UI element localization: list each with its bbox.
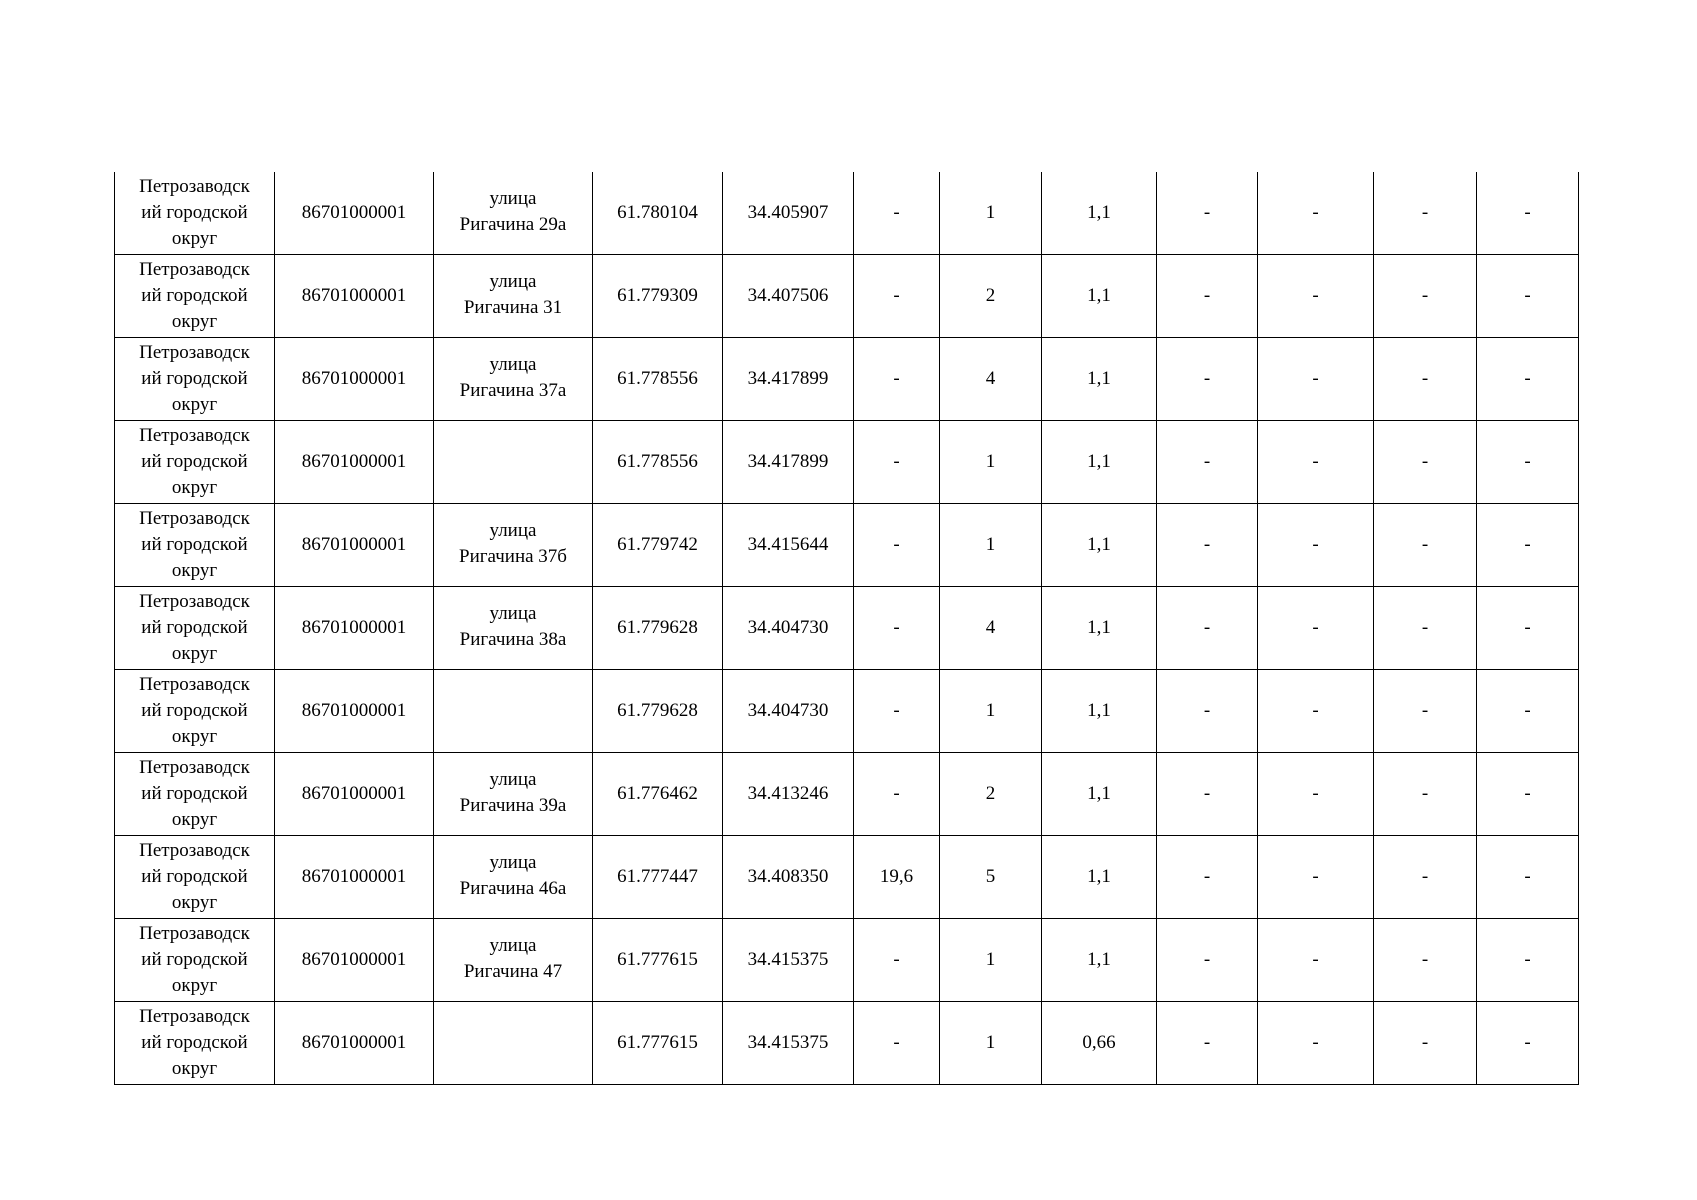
column-10-cell <box>1258 172 1374 255</box>
longitude-cell <box>723 421 854 504</box>
column-10-cell <box>1258 504 1374 587</box>
address-cell <box>434 504 593 587</box>
volume-text: 1,1 <box>1087 783 1111 804</box>
oktmo-cell <box>275 255 434 338</box>
column-12-cell <box>1477 836 1579 919</box>
lon-text: 34.408350 <box>747 866 829 887</box>
table-body <box>115 172 1579 1085</box>
container-count-cell <box>940 421 1042 504</box>
address-cell <box>434 919 593 1002</box>
municipality-text: Петрозаводск ий городской округ <box>139 840 250 913</box>
municipality-cell <box>115 255 275 338</box>
area-text: - <box>893 202 900 223</box>
latitude-cell <box>593 504 723 587</box>
longitude-cell <box>723 753 854 836</box>
volume-text: 1,1 <box>1087 368 1111 389</box>
count-text: 1 <box>985 202 996 223</box>
lon-text: 34.417899 <box>747 451 829 472</box>
area-cell <box>854 338 940 421</box>
address-cell <box>434 670 593 753</box>
longitude-cell <box>723 504 854 587</box>
municipality-text: Петрозаводск ий городской округ <box>139 508 250 581</box>
lat-text: 61.778556 <box>617 451 698 472</box>
municipality-cell <box>115 338 275 421</box>
area-cell <box>854 836 940 919</box>
address-cell <box>434 421 593 504</box>
count-text: 2 <box>985 285 996 306</box>
address-text: улица Ригачина 39а <box>459 769 567 816</box>
latitude-cell <box>593 670 723 753</box>
container-volume-cell <box>1042 919 1157 1002</box>
latitude-cell <box>593 338 723 421</box>
table-row <box>115 587 1579 670</box>
c9-text: - <box>1203 617 1211 638</box>
area-cell <box>854 172 940 255</box>
latitude-cell <box>593 172 723 255</box>
oktmo-cell <box>275 504 434 587</box>
column-9-cell <box>1157 836 1258 919</box>
volume-text: 1,1 <box>1087 451 1111 472</box>
volume-text: 1,1 <box>1087 534 1111 555</box>
area-text: - <box>893 1032 900 1053</box>
c12-text: - <box>1524 617 1531 638</box>
c12-text: - <box>1524 451 1531 472</box>
c9-text: - <box>1203 368 1211 389</box>
c10-text: - <box>1312 451 1319 472</box>
c12-text: - <box>1524 534 1531 555</box>
municipality-cell <box>115 670 275 753</box>
container-count-cell <box>940 670 1042 753</box>
column-12-cell <box>1477 587 1579 670</box>
oktmo-text: 86701000001 <box>301 368 407 389</box>
column-11-cell <box>1374 753 1477 836</box>
container-count-cell <box>940 1002 1042 1085</box>
column-11-cell <box>1374 421 1477 504</box>
container-count-cell <box>940 338 1042 421</box>
container-count-cell <box>940 836 1042 919</box>
column-11-cell <box>1374 919 1477 1002</box>
c9-text: - <box>1203 866 1211 887</box>
column-10-cell <box>1258 255 1374 338</box>
oktmo-cell <box>275 1002 434 1085</box>
area-text: - <box>893 700 900 721</box>
c11-text: - <box>1421 202 1429 223</box>
longitude-cell <box>723 338 854 421</box>
container-count-cell <box>940 919 1042 1002</box>
column-12-cell <box>1477 421 1579 504</box>
volume-text: 0,66 <box>1082 1032 1116 1053</box>
column-12-cell <box>1477 338 1579 421</box>
oktmo-text: 86701000001 <box>301 534 407 555</box>
c12-text: - <box>1524 783 1531 804</box>
lat-text: 61.777615 <box>617 949 698 970</box>
c11-text: - <box>1421 949 1429 970</box>
container-count-cell <box>940 172 1042 255</box>
oktmo-cell <box>275 338 434 421</box>
lat-text: 61.777615 <box>617 1032 698 1053</box>
container-volume-cell <box>1042 587 1157 670</box>
lon-text: 34.404730 <box>747 700 829 721</box>
address-cell <box>434 172 593 255</box>
c12-text: - <box>1524 866 1531 887</box>
c9-text: - <box>1203 534 1211 555</box>
c12-text: - <box>1524 949 1531 970</box>
container-volume-cell <box>1042 1002 1157 1085</box>
area-text: - <box>893 451 900 472</box>
lon-text: 34.415375 <box>747 949 829 970</box>
address-text: улица Ригачина 29а <box>459 188 567 235</box>
address-text: улица Ригачина 47 <box>463 935 563 982</box>
address-text: улица Ригачина 31 <box>463 271 563 318</box>
count-text: 5 <box>985 866 996 887</box>
c12-text: - <box>1524 368 1531 389</box>
area-text: - <box>893 368 900 389</box>
address-cell <box>434 753 593 836</box>
lon-text: 34.417899 <box>747 368 829 389</box>
municipality-text: Петрозаводск ий городской округ <box>139 1006 250 1079</box>
area-text: - <box>893 783 900 804</box>
lat-text: 61.779628 <box>617 700 698 721</box>
table-row <box>115 919 1579 1002</box>
lat-text: 61.777447 <box>617 866 698 887</box>
municipality-cell <box>115 1002 275 1085</box>
address-cell <box>434 1002 593 1085</box>
table-row <box>115 753 1579 836</box>
oktmo-cell <box>275 919 434 1002</box>
column-9-cell <box>1157 255 1258 338</box>
municipality-text: Петрозаводск ий городской округ <box>139 176 250 249</box>
volume-text: 1,1 <box>1087 700 1111 721</box>
lat-text: 61.779309 <box>617 285 698 306</box>
column-11-cell <box>1374 338 1477 421</box>
area-cell <box>854 255 940 338</box>
count-text: 4 <box>985 617 996 638</box>
volume-text: 1,1 <box>1087 866 1111 887</box>
column-10-cell <box>1258 670 1374 753</box>
count-text: 1 <box>985 1032 996 1053</box>
area-cell <box>854 919 940 1002</box>
municipality-cell <box>115 919 275 1002</box>
column-12-cell <box>1477 504 1579 587</box>
municipality-cell <box>115 587 275 670</box>
volume-text: 1,1 <box>1087 285 1111 306</box>
column-11-cell <box>1374 255 1477 338</box>
container-count-cell <box>940 587 1042 670</box>
c11-text: - <box>1421 368 1429 389</box>
oktmo-text: 86701000001 <box>301 1032 407 1053</box>
lon-text: 34.415375 <box>747 1032 829 1053</box>
volume-text: 1,1 <box>1087 202 1111 223</box>
municipality-text: Петрозаводск ий городской округ <box>139 259 250 332</box>
container-volume-cell <box>1042 504 1157 587</box>
address-text: улица Ригачина 46а <box>459 852 567 899</box>
longitude-cell <box>723 670 854 753</box>
area-cell <box>854 753 940 836</box>
container-volume-cell <box>1042 255 1157 338</box>
column-10-cell <box>1258 587 1374 670</box>
column-10-cell <box>1258 421 1374 504</box>
longitude-cell <box>723 1002 854 1085</box>
column-12-cell <box>1477 670 1579 753</box>
oktmo-cell <box>275 670 434 753</box>
count-text: 1 <box>985 451 996 472</box>
area-text: - <box>893 285 900 306</box>
count-text: 1 <box>985 949 996 970</box>
municipality-text: Петрозаводск ий городской округ <box>139 342 250 415</box>
address-text: улица Ригачина 37а <box>459 354 567 401</box>
column-11-cell <box>1374 587 1477 670</box>
longitude-cell <box>723 587 854 670</box>
column-11-cell <box>1374 1002 1477 1085</box>
latitude-cell <box>593 919 723 1002</box>
lat-text: 61.776462 <box>617 783 698 804</box>
count-text: 1 <box>985 534 996 555</box>
c10-text: - <box>1312 949 1319 970</box>
column-9-cell <box>1157 1002 1258 1085</box>
table-row <box>115 670 1579 753</box>
container-count-cell <box>940 753 1042 836</box>
table-row <box>115 1002 1579 1085</box>
oktmo-text: 86701000001 <box>301 783 407 804</box>
lat-text: 61.780104 <box>617 202 698 223</box>
column-9-cell <box>1157 338 1258 421</box>
c9-text: - <box>1203 202 1211 223</box>
column-9-cell <box>1157 504 1258 587</box>
column-11-cell <box>1374 670 1477 753</box>
address-cell <box>434 587 593 670</box>
c11-text: - <box>1421 617 1429 638</box>
c11-text: - <box>1421 866 1429 887</box>
latitude-cell <box>593 1002 723 1085</box>
c9-text: - <box>1203 700 1211 721</box>
area-cell <box>854 1002 940 1085</box>
oktmo-text: 86701000001 <box>301 700 407 721</box>
municipality-text: Петрозаводск ий городской округ <box>139 923 250 996</box>
municipality-text: Петрозаводск ий городской округ <box>139 591 250 664</box>
latitude-cell <box>593 836 723 919</box>
longitude-cell <box>723 255 854 338</box>
oktmo-cell <box>275 421 434 504</box>
latitude-cell <box>593 587 723 670</box>
lat-text: 61.778556 <box>617 368 698 389</box>
c9-text: - <box>1203 1032 1211 1053</box>
oktmo-cell <box>275 836 434 919</box>
address-cell <box>434 255 593 338</box>
volume-text: 1,1 <box>1087 949 1111 970</box>
oktmo-text: 86701000001 <box>301 285 407 306</box>
area-cell <box>854 587 940 670</box>
column-12-cell <box>1477 172 1579 255</box>
address-text: улица Ригачина 37б <box>459 520 567 567</box>
volume-text: 1,1 <box>1087 617 1111 638</box>
latitude-cell <box>593 255 723 338</box>
oktmo-text: 86701000001 <box>301 617 407 638</box>
column-10-cell <box>1258 753 1374 836</box>
longitude-cell <box>723 919 854 1002</box>
longitude-cell <box>723 172 854 255</box>
column-12-cell <box>1477 255 1579 338</box>
column-10-cell <box>1258 919 1374 1002</box>
column-9-cell <box>1157 670 1258 753</box>
c10-text: - <box>1312 368 1319 389</box>
lon-text: 34.405907 <box>747 202 829 223</box>
table-row <box>115 338 1579 421</box>
c10-text: - <box>1312 700 1319 721</box>
column-9-cell <box>1157 172 1258 255</box>
address-cell <box>434 338 593 421</box>
column-11-cell <box>1374 836 1477 919</box>
municipality-cell <box>115 753 275 836</box>
column-12-cell <box>1477 1002 1579 1085</box>
container-volume-cell <box>1042 172 1157 255</box>
c12-text: - <box>1524 700 1531 721</box>
column-12-cell <box>1477 753 1579 836</box>
lat-text: 61.779628 <box>617 617 698 638</box>
oktmo-text: 86701000001 <box>301 866 407 887</box>
container-volume-cell <box>1042 421 1157 504</box>
area-cell <box>854 670 940 753</box>
municipality-text: Петрозаводск ий городской округ <box>139 425 250 498</box>
c10-text: - <box>1312 866 1319 887</box>
area-cell <box>854 421 940 504</box>
municipality-cell <box>115 421 275 504</box>
table-row <box>115 255 1579 338</box>
count-text: 1 <box>985 700 996 721</box>
c12-text: - <box>1524 285 1531 306</box>
table-row <box>115 836 1579 919</box>
count-text: 4 <box>985 368 996 389</box>
c9-text: - <box>1203 783 1211 804</box>
column-12-cell <box>1477 919 1579 1002</box>
c10-text: - <box>1312 783 1319 804</box>
oktmo-text: 86701000001 <box>301 949 407 970</box>
municipality-cell <box>115 172 275 255</box>
column-9-cell <box>1157 753 1258 836</box>
container-count-cell <box>940 255 1042 338</box>
municipality-cell <box>115 504 275 587</box>
c11-text: - <box>1421 285 1429 306</box>
lat-text: 61.779742 <box>617 534 698 555</box>
oktmo-cell <box>275 587 434 670</box>
c10-text: - <box>1312 1032 1319 1053</box>
latitude-cell <box>593 753 723 836</box>
c12-text: - <box>1524 1032 1531 1053</box>
container-count-cell <box>940 504 1042 587</box>
oktmo-cell <box>275 172 434 255</box>
lon-text: 34.404730 <box>747 617 829 638</box>
container-volume-cell <box>1042 338 1157 421</box>
column-10-cell <box>1258 1002 1374 1085</box>
c11-text: - <box>1421 1032 1429 1053</box>
column-9-cell <box>1157 421 1258 504</box>
c10-text: - <box>1312 617 1319 638</box>
c10-text: - <box>1312 534 1319 555</box>
lon-text: 34.415644 <box>747 534 829 555</box>
column-11-cell <box>1374 172 1477 255</box>
column-11-cell <box>1374 504 1477 587</box>
longitude-cell <box>723 836 854 919</box>
area-text: - <box>893 949 900 970</box>
container-volume-cell <box>1042 753 1157 836</box>
address-cell <box>434 836 593 919</box>
column-9-cell <box>1157 587 1258 670</box>
c11-text: - <box>1421 534 1429 555</box>
oktmo-text: 86701000001 <box>301 451 407 472</box>
table-row <box>115 172 1579 255</box>
container-volume-cell <box>1042 836 1157 919</box>
c10-text: - <box>1312 202 1319 223</box>
container-volume-cell <box>1042 670 1157 753</box>
waste-sites-table <box>114 172 1579 1085</box>
c11-text: - <box>1421 783 1429 804</box>
municipality-cell <box>115 836 275 919</box>
lon-text: 34.407506 <box>747 285 829 306</box>
address-text: улица Ригачина 38а <box>459 603 567 650</box>
c11-text: - <box>1421 700 1429 721</box>
table-row <box>115 504 1579 587</box>
c9-text: - <box>1203 285 1211 306</box>
lon-text: 34.413246 <box>747 783 829 804</box>
latitude-cell <box>593 421 723 504</box>
municipality-text: Петрозаводск ий городской округ <box>139 674 250 747</box>
oktmo-text: 86701000001 <box>301 202 407 223</box>
table-row <box>115 421 1579 504</box>
area-text: - <box>893 534 900 555</box>
area-text: 19,6 <box>879 866 914 887</box>
c12-text: - <box>1524 202 1531 223</box>
column-10-cell <box>1258 836 1374 919</box>
column-9-cell <box>1157 919 1258 1002</box>
count-text: 2 <box>985 783 996 804</box>
column-10-cell <box>1258 338 1374 421</box>
oktmo-cell <box>275 753 434 836</box>
c10-text: - <box>1312 285 1319 306</box>
municipality-text: Петрозаводск ий городской округ <box>139 757 250 830</box>
area-text: - <box>893 617 900 638</box>
c11-text: - <box>1421 451 1429 472</box>
c9-text: - <box>1203 949 1211 970</box>
c9-text: - <box>1203 451 1211 472</box>
area-cell <box>854 504 940 587</box>
